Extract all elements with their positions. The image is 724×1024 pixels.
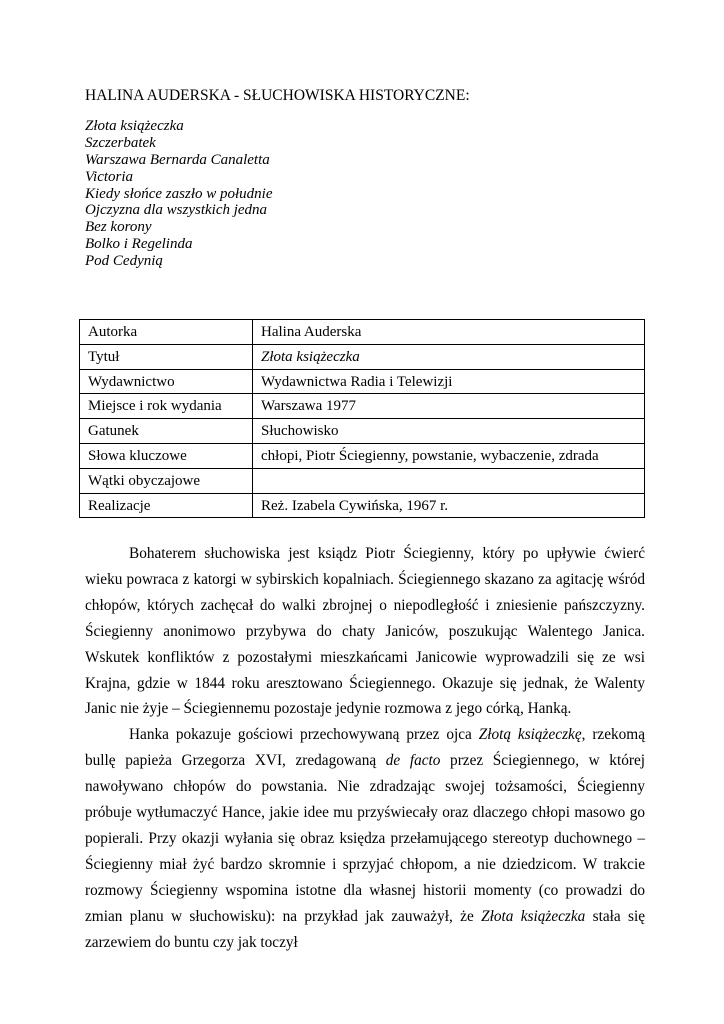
table-row [80, 468, 645, 493]
text-run: przez Ściegiennego, w której nawoływano chłopów do powstania. Nie zdradzając swojej tożsamości, Ściegienny próbuje wytłumaczyć Hance, jakie idee mu przyświecały oraz dlaczego chłopi masowo go popierali. Przy okazji wyłania się obraz księdza przełamującego stereotyp duchownego – Ściegienny miał żyć bardzo skromnie i sprzyjać chłopom, a nie dziedzicom. W trakcie rozmowy Ściegienny wspomina istotne dla własnej historii momenty (co prowadzi do zmian planu w słuchowisku): na przykład jak zauważył, że [85, 752, 645, 925]
paragraph-2 [85, 722, 645, 955]
page-title: HALINA AUDERSKA - SŁUCHOWISKA HISTORYCZNE: [85, 87, 470, 104]
table-cell-label: Autorka [80, 320, 253, 345]
table-row [80, 419, 645, 444]
text-run: Hanka pokazuje gościowi przechowywaną przez ojca [129, 726, 479, 744]
list-item: Victoria [85, 168, 134, 185]
table-cell-value: chłopi, Piotr Ściegienny, powstanie, wybaczenie, zdrada [253, 443, 645, 468]
table-cell-value: Halina Auderska [253, 320, 645, 345]
table-cell-label: Wydawnictwo [80, 369, 253, 394]
table-cell-value: Wydawnictwa Radia i Telewizji [253, 369, 645, 394]
table-cell-label: Gatunek [80, 419, 253, 444]
paragraph-1: Bohaterem słuchowiska jest ksiądz Piotr Ściegienny, który po upływie ćwierć wieku powraca z katorgi w sybirskich kopalniach. Ściegiennego skazano za agitację wśród chłopów, których zachęcał do walki zbrojnej o niepodległość i zniesienie pańszczyzny. Ściegienny anonimowo przybywa do chaty Janiców, poszukując Walentego Janica. Wskutek konfliktów z pozostałymi mieszkańcami Janicowie wyprowadzili się ze wsi Krajna, gdzie w 1844 roku aresztowano Ściegiennego. Okazuje się jednak, że Walenty Janic nie żyje – Ściegiennemu pozostaje jedynie rozmowa z jego córką, Hanką. [85, 545, 645, 718]
body-text [85, 541, 645, 956]
table-cell-value [253, 468, 645, 493]
table-cell-value: Słuchowisko [253, 419, 645, 444]
table-row [80, 369, 645, 394]
table-cell-label: Tytuł [80, 344, 253, 369]
list-item: Ojczyzna dla wszystkich jedna [85, 202, 268, 219]
metadata-table [79, 319, 645, 518]
italic-title: Złotą książeczkę [478, 726, 582, 744]
table-cell-label: Miejsce i rok wydania [80, 394, 253, 419]
table-row [80, 443, 645, 468]
text-run: , rzekomą bullę papieża Grzegorza XVI, zredagowaną [85, 726, 645, 770]
table-cell-value: Złota książeczka [253, 344, 645, 369]
table-row [80, 344, 645, 369]
list-item: Warszawa Bernarda Canaletta [85, 151, 270, 168]
table-cell-label: Realizacje [80, 493, 253, 518]
table-row [80, 394, 645, 419]
list-item: Pod Cedynią [85, 253, 163, 270]
list-item: Złota książeczka [85, 118, 184, 134]
list-item: Bolko i Regelinda [85, 236, 193, 253]
list-item: Bez korony [85, 219, 152, 236]
table-cell-label: Słowa kluczowe [80, 443, 253, 468]
italic-title: Złota książeczka [481, 907, 586, 925]
table-row [80, 320, 645, 345]
table-row [80, 493, 645, 518]
table-cell-label: Wątki obyczajowe [80, 468, 253, 493]
list-item: Szczerbatek [85, 134, 156, 151]
radio-play-list [85, 118, 273, 270]
list-item: Kiedy słońce zaszło w południe [85, 185, 273, 202]
table-cell-value: Reż. Izabela Cywińska, 1967 r. [253, 493, 645, 518]
table-cell-value: Warszawa 1977 [253, 394, 645, 419]
text-run: stała się zarzewiem do buntu czy jak toczył [85, 907, 645, 951]
italic-phrase: de facto [385, 752, 441, 770]
